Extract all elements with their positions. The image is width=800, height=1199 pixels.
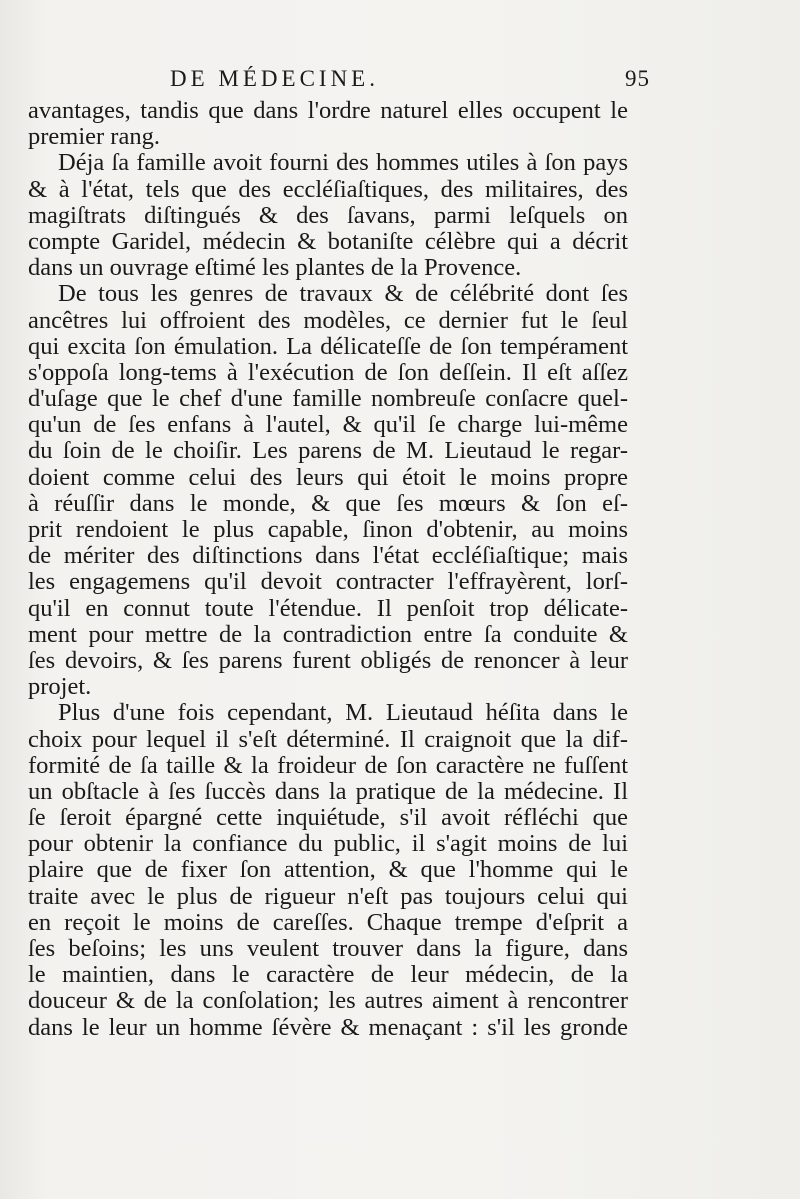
text-line: ment pour mettre de la contradiction entre ſa conduite &	[28, 620, 628, 648]
text-line: qu'il en connut toute l'étendue. Il penſoit trop délicate-	[28, 594, 628, 622]
text-line: projet.	[28, 673, 92, 701]
text-line: plaire que de fixer ſon attention, & que l'homme qui le	[28, 856, 628, 884]
text-line: qu'un de ſes enfans à l'autel, & qu'il ſe charge lui-même	[28, 411, 628, 439]
text-line: à réuſſir dans le monde, & que ſes mœurs & ſon eſ-	[28, 489, 628, 517]
running-title: DE MÉDECINE.	[170, 66, 379, 91]
body-text	[28, 98, 628, 1041]
text-line: le maintien, dans le caractère de leur médecin, de la	[28, 961, 628, 989]
text-line: ſes devoirs, & ſes parens furent obligés de renoncer à leur	[28, 646, 628, 674]
text-line: du ſoin de le choiſir. Les parens de M. Lieutaud le regar-	[28, 437, 628, 465]
text-line: avantages, tandis que dans l'ordre naturel elles occupent le	[28, 97, 628, 124]
text-line: en reçoit le moins de careſſes. Chaque trempe d'eſprit a	[28, 908, 628, 936]
text-line: traite avec le plus de rigueur n'eſt pas toujours celui qui	[28, 882, 628, 910]
text-line: d'uſage que le chef d'une famille nombreuſe conſacre quel-	[28, 385, 628, 413]
text-line: doient comme celui des leurs qui étoit le moins propre	[28, 463, 628, 491]
text-line: formité de ſa taille & la froideur de ſon caractère ne fuſſent	[28, 751, 628, 779]
text-line: pour obtenir la confiance du public, il s'agit moins de lui	[28, 830, 628, 858]
text-line: s'oppoſa long-tems à l'exécution de ſon deſſein. Il eſt aſſez	[28, 358, 628, 386]
text-line: prit rendoient le plus capable, ſinon d'obtenir, au moins	[28, 516, 628, 543]
text-line: douceur & de la conſolation; les autres aiment à rencontrer	[28, 987, 628, 1015]
text-line: magiſtrats diſtingués & des ſavans, parmi leſquels on	[28, 201, 628, 229]
text-line: les engagemens qu'il devoit contracter l'effrayèrent, lorſ-	[28, 568, 628, 596]
text-line: dans le leur un homme ſévère & menaçant : s'il les gronde	[28, 1013, 628, 1041]
page-number: 95	[625, 66, 650, 91]
text-line: ancêtres lui offroient des modèles, ce dernier fut le ſeul	[28, 306, 628, 334]
text-line: Plus d'une fois cependant, M. Lieutaud héſita dans le	[58, 699, 628, 727]
text-line: premier rang.	[28, 123, 160, 151]
text-line: De tous les genres de travaux & de célébrité dont ſes	[58, 280, 628, 308]
text-line: qui excita ſon émulation. La délicateſſe de ſon tempérament	[28, 332, 628, 360]
text-line: dans un ouvrage eſtimé les plantes de la Provence.	[28, 254, 522, 282]
text-line: un obſtacle à ſes ſuccès dans la pratique de la médecine. Il	[28, 777, 628, 805]
text-line: de mériter des diſtinctions dans l'état eccléſiaſtique; mais	[28, 542, 628, 570]
text-line: Déja ſa famille avoit fourni des hommes utiles à ſon pays	[58, 149, 628, 177]
text-line: choix pour lequel il s'eſt déterminé. Il craignoit que la dif-	[28, 725, 628, 753]
text-line: & à l'état, tels que des eccléſiaſtiques, des militaires, des	[28, 175, 628, 203]
text-line: ſe ſeroit épargné cette inquiétude, s'il avoit réfléchi que	[28, 804, 628, 832]
text-line: ſes beſoins; les uns veulent trouver dans la figure, dans	[28, 935, 628, 962]
text-line: compte Garidel, médecin & botaniſte célèbre qui a décrit	[28, 227, 628, 255]
